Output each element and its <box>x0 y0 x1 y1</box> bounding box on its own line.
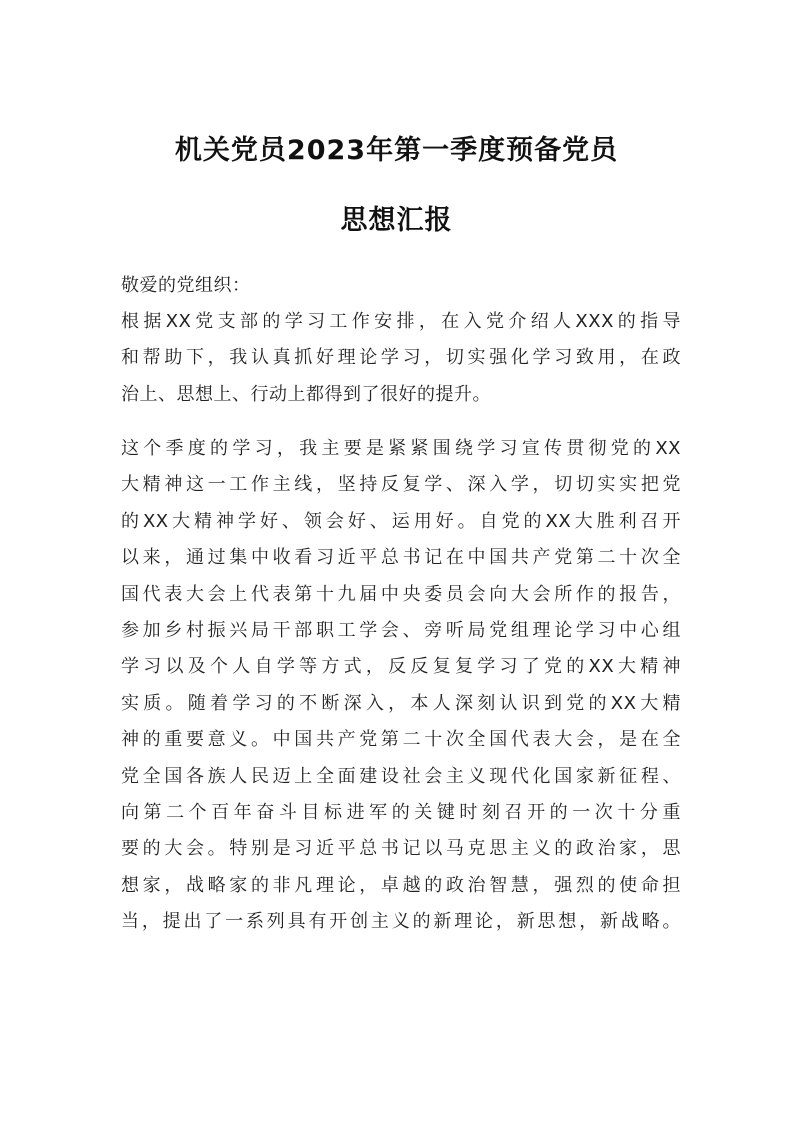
paragraph-line: 根据XX党支部的学习工作安排，在入党介绍人XXX的指导 <box>121 311 681 332</box>
paragraph-line: 想家，战略家的非凡理论，卓越的政治智慧，强烈的使命担 <box>121 874 681 896</box>
paragraph-line: 和帮助下，我认真抓好理论学习，切实强化学习致用，在政 <box>121 347 681 369</box>
paragraph-line: 要的大会。特别是习近平总书记以马克思主义的政治家，思 <box>121 838 681 860</box>
paragraph-line: 的XX大精神学好、领会好、运用好。自党的XX大胜利召开 <box>121 510 681 532</box>
salutation-text: 敬爱的党组织： <box>121 275 251 296</box>
paragraph-line: 学习以及个人自学等方式，反反复复学习了党的XX大精神 <box>121 656 681 678</box>
paragraph-line: 大精神这一工作主线，坚持反复学、深入学，切切实实把党 <box>121 474 681 496</box>
paragraph-line: 治上、思想上、行动上都得到了很好的提升。 <box>121 383 491 405</box>
paragraph-line: 国代表大会上代表第十九届中央委员会向大会所作的报告， <box>121 583 681 605</box>
document-title-line-2: 思想汇报 <box>340 205 453 236</box>
paragraph-line: 实质。随着学习的不断深入，本人深刻认识到党的XX大精 <box>121 692 681 714</box>
paragraph-line: 参加乡村振兴局干部职工学会、旁听局党组理论学习中心组 <box>121 619 681 641</box>
document-title-line-1: 机关党员2023年第一季度预备党员 <box>174 135 619 166</box>
paragraph-1 <box>121 304 681 413</box>
paragraph-line: 以来，通过集中收看习近平总书记在中国共产党第二十次全 <box>121 547 681 569</box>
paragraph-2 <box>121 431 681 940</box>
paragraph-line: 党全国各族人民迈上全面建设社会主义现代化国家新征程、 <box>121 765 681 787</box>
paragraph-line: 这个季度的学习，我主要是紧紧围绕学习宣传贯彻党的XX <box>121 438 681 459</box>
paragraph-line: 向第二个百年奋斗目标进军的关键时刻召开的一次十分重 <box>121 801 681 823</box>
paragraph-line: 神的重要意义。中国共产党第二十次全国代表大会，是在全 <box>121 729 681 751</box>
salutation <box>121 268 681 304</box>
paragraph-line: 当，提出了一系列具有开创主义的新理论，新思想，新战略。 <box>121 911 681 933</box>
